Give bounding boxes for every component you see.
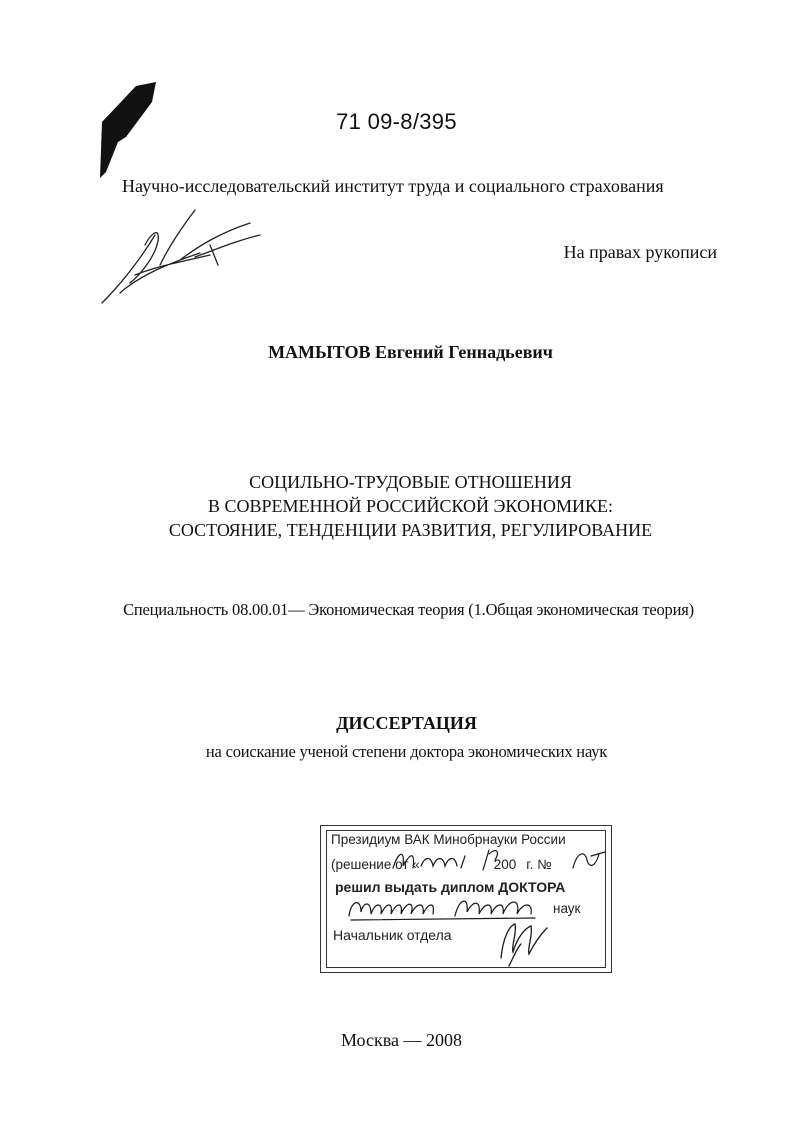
degree-line: на соискание ученой степени доктора экономических наук (205, 742, 608, 761)
handwritten-date-and-number (391, 846, 611, 876)
stamp-number-label: г. № (526, 857, 552, 872)
catalog-number: 71 09-8/395 (336, 109, 457, 134)
stamp-line-1: Президиум ВАК Минобрнауки России (331, 832, 566, 847)
stamp-line-3: решил выдать диплом ДОКТОРА (335, 879, 566, 895)
institute-name: Научно-исследовательский институт труда и социального страхования (122, 176, 664, 196)
stamp-line-4-suffix: наук (553, 901, 581, 916)
author-name (0, 342, 793, 363)
title-line: В СОВРЕМЕННОЙ РОССИЙСКОЙ ЭКОНОМИКЕ: (208, 496, 613, 516)
title-line: СОСТОЯНИЕ, ТЕНДЕНЦИИ РАЗВИТИЯ, РЕГУЛИРОВАНИЕ (168, 520, 653, 540)
dissertation-title (0, 470, 793, 542)
handwritten-signature (100, 205, 270, 305)
stamp-decision-prefix: (решение от « (331, 857, 420, 872)
stamp-line-5: Начальник отдела (333, 927, 452, 943)
handwritten-head-signature (491, 918, 551, 968)
stamp-year-prefix: 200 (493, 857, 517, 872)
document-type: ДИССЕРТАЦИЯ (336, 713, 477, 733)
specialty-line: Специальность 08.00.01— Экономическая теория (1.Общая экономическая теория) (123, 600, 694, 619)
author-given-names: Евгений Геннадьевич (375, 342, 553, 362)
title-line: СОЦИЛЬНО-ТРУДОВЫЕ ОТНОШЕНИЯ (249, 472, 572, 492)
city-year: Москва — 2008 (341, 1030, 462, 1050)
author-surname: МАМЫТОВ (268, 342, 371, 362)
vak-stamp (320, 825, 612, 973)
rights-note: На правах рукописи (563, 242, 717, 262)
